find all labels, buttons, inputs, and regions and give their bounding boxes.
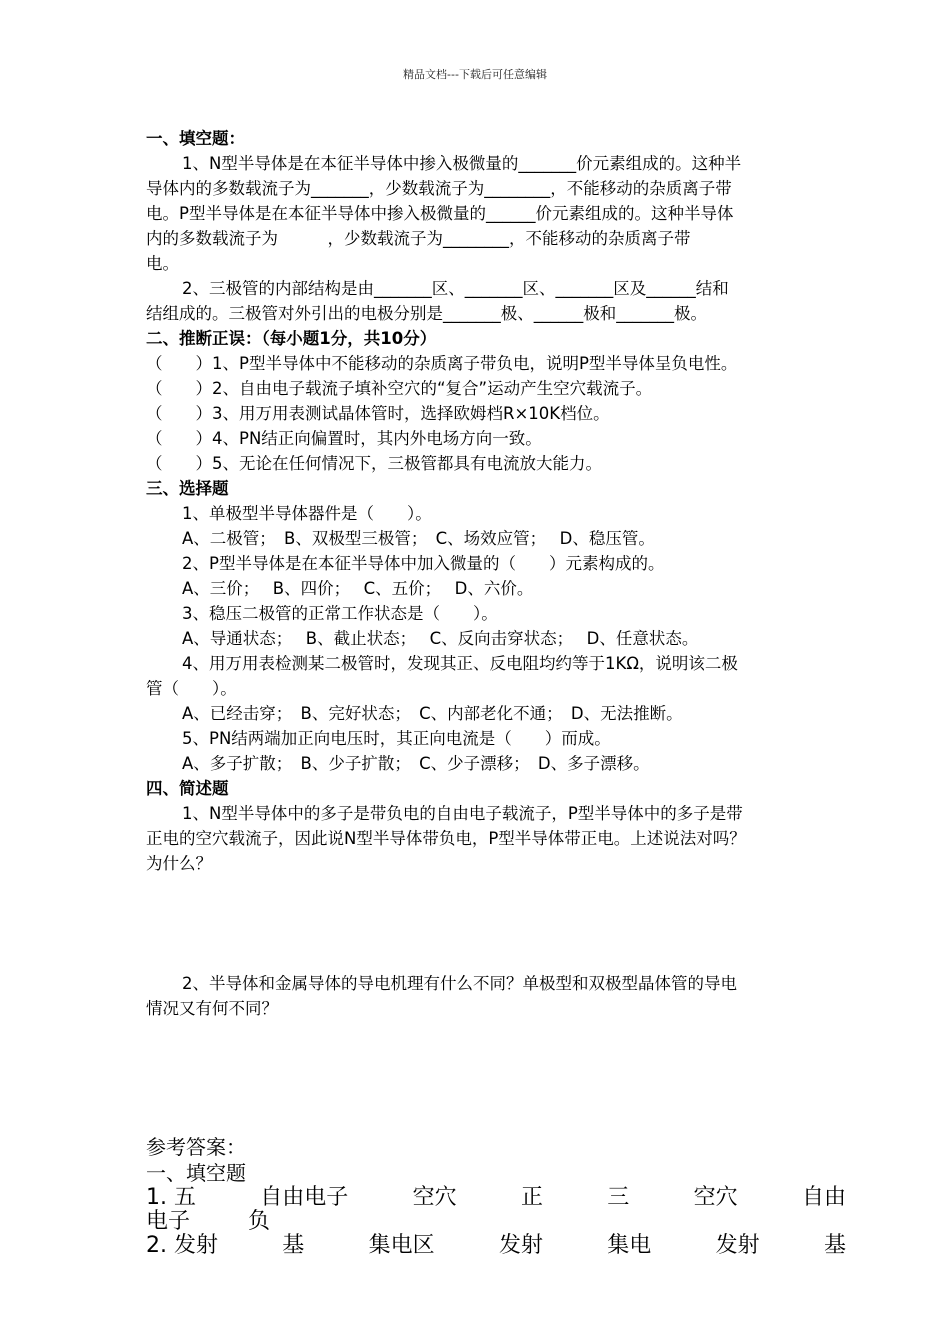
sec1-line: 内的多数载流子为 ，少数载流子为________，不能移动的杂质离子带: [146, 229, 691, 248]
answer-item: 自由电子: [260, 1185, 349, 1210]
answer-item: 负: [248, 1209, 271, 1234]
answer-item: 2. 发射: [146, 1233, 218, 1258]
essay-question-2: 2、半导体和金属导体的导电机理有什么不同？单极型和双极型晶体管的导电: [182, 974, 737, 993]
essay-question-1: 1、N型半导体中的多子是带负电的自由电子载流子，P型半导体中的多子是带: [182, 804, 743, 823]
answer-item: 基: [282, 1233, 305, 1258]
choice-options: A、三价； B、四价； C、五价； D、六价。: [182, 579, 534, 598]
choice-options: A、二极管； B、双极型三极管； C、场效应管； D、稳压管。: [182, 529, 655, 548]
answer-space: [146, 876, 846, 971]
essay-question-1: 正电的空穴载流子，因此说N型半导体带负电，P型半导体带正电。上述说法对吗？: [146, 829, 746, 848]
sec1-line: 导体内的多数载流子为_______，少数载流子为________，不能移动的杂质离子带: [146, 179, 732, 198]
answer-item: 电子: [146, 1209, 191, 1234]
answer-item: 集电区: [368, 1233, 435, 1258]
true-false-item: （ ）3、用万用表测试晶体管时，选择欧姆档R×10K档位。: [146, 404, 610, 423]
answer-item: 1. 五: [146, 1185, 196, 1210]
answer-item: 正: [520, 1185, 543, 1210]
choice-options: A、多子扩散； B、少子扩散； C、少子漂移； D、多子漂移。: [182, 754, 650, 773]
answer-row-1b: [146, 1210, 846, 1234]
section-2-title: 二、推断正误：（每小题1分，共10分）: [146, 329, 437, 348]
true-false-item: （ ）2、自由电子载流子填补空穴的“复合”运动产生空穴载流子。: [146, 379, 653, 398]
sec1-line: 结组成的。三极管对外引出的电极分别是_______极、______极和_______极。: [146, 304, 707, 323]
choice-question: 3、稳压二极管的正常工作状态是（ ）。: [182, 604, 498, 623]
answer-item: 空穴: [412, 1185, 457, 1210]
choice-question: 1、单极型半导体器件是（ ）。: [182, 504, 432, 523]
true-false-item: （ ）4、PN结正向偏置时，其内外电场方向一致。: [146, 429, 542, 448]
choice-question: 4、用万用表检测某二极管时，发现其正、反电阻均约等于1KΩ，说明该二极: [182, 654, 738, 673]
answer-item: 自由: [801, 1185, 846, 1210]
sec1-line: 1、N型半导体是在本征半导体中掺入极微量的_______价元素组成的。这种半: [182, 154, 742, 173]
answer-space: [146, 1021, 846, 1134]
choice-options: A、已经击穿； B、完好状态； C、内部老化不通； D、无法推断。: [182, 704, 683, 723]
answer-item: 三: [607, 1185, 630, 1210]
page-header: 精品文档---下载后可任意编辑: [403, 68, 547, 81]
choice-question: 管（ ）。: [146, 679, 237, 698]
sec1-line: 2、三极管的内部结构是由_______区、_______区、_______区及______结和: [182, 279, 729, 298]
answer-item: 空穴: [693, 1185, 738, 1210]
essay-question-2: 情况又有何不同？: [146, 999, 278, 1018]
answer-row-2: [146, 1234, 846, 1258]
essay-question-1: 为什么？: [146, 854, 212, 873]
answer-item: 基: [823, 1233, 846, 1258]
sec1-line: 电。: [146, 254, 179, 273]
true-false-item: （ ）5、无论在任何情况下，三极管都具有电流放大能力。: [146, 454, 602, 473]
answer-item: 集电: [607, 1233, 652, 1258]
section-4-title: 四、简述题: [146, 779, 229, 798]
answers-title: 参考答案：: [146, 1135, 246, 1159]
true-false-item: （ ）1、P型半导体中不能移动的杂质离子带负电，说明P型半导体呈负电性。: [146, 354, 738, 373]
answer-row-1: [146, 1186, 846, 1210]
choice-question: 2、P型半导体是在本征半导体中加入微量的（ ）元素构成的。: [182, 554, 665, 573]
exam-content: [146, 126, 846, 1258]
choice-question: 5、PN结两端加正向电压时，其正向电流是（ ）而成。: [182, 729, 611, 748]
choice-options: A、导通状态； B、截止状态； C、反向击穿状态； D、任意状态。: [182, 629, 699, 648]
section-3-title: 三、选择题: [146, 479, 229, 498]
section-1-title: 一、填空题：: [146, 129, 245, 148]
answer-item: 发射: [715, 1233, 760, 1258]
answer-item: 发射: [498, 1233, 543, 1258]
answers-subtitle: 一、填空题: [146, 1161, 246, 1185]
sec1-line: 电。P型半导体是在本征半导体中掺入极微量的______价元素组成的。这种半导体: [146, 204, 734, 223]
